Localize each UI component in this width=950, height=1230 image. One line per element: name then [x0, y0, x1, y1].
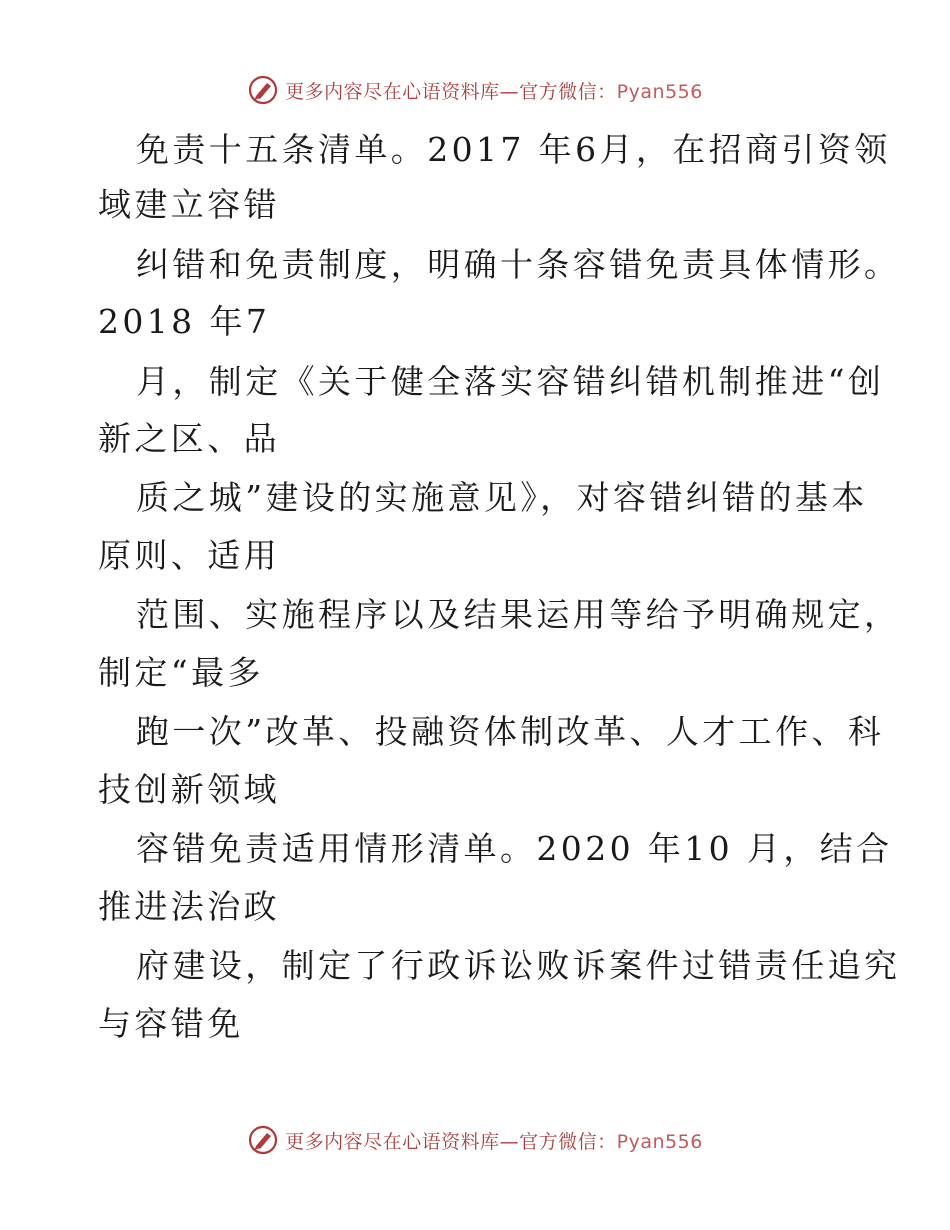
body-line: 2018 年7 [98, 302, 271, 341]
watermark-wechat-id: Pyan556 [616, 80, 703, 103]
body-line: 跑一次”改革、投融资体制改革、人才工作、科 [136, 712, 885, 751]
footer-watermark [0, 1120, 950, 1160]
body-line: 府建设，制定了行政诉讼败诉案件过错责任追究 [136, 946, 901, 985]
body-line: 原则、适用 [98, 536, 280, 575]
body-line: 月，制定《关于健全落实容错纠错机制推进“创 [136, 362, 885, 401]
body-line: 技创新领域 [98, 770, 280, 809]
watermark-text [285, 77, 703, 104]
body-line: 推进法治政 [98, 887, 280, 926]
watermark-cn: 更多内容尽在心语资料库—官方微信： [285, 80, 617, 103]
body-line: 质之城”建设的实施意见》，对容错纠错的基本 [136, 478, 868, 517]
seal-logo-icon [247, 74, 279, 106]
body-line: 纠错和免责制度，明确十条容错免责具体情形。 [136, 245, 901, 284]
body-line: 范围、实施程序以及结果运用等给予明确规定， [136, 595, 901, 634]
body-line: 新之区、品 [98, 419, 280, 458]
header-watermark [0, 70, 950, 110]
watermark-wechat-id: Pyan556 [616, 1130, 703, 1153]
body-line: 制定“最多 [98, 653, 264, 692]
watermark-cn: 更多内容尽在心语资料库—官方微信： [285, 1130, 617, 1153]
watermark-text [285, 1127, 703, 1154]
seal-logo-icon [247, 1124, 279, 1156]
body-line: 容错免责适用情形清单。2020 年10 月，结合 [136, 829, 893, 868]
body-line: 免责十五条清单。2017 年6月，在招商引资领 [136, 130, 891, 169]
body-line: 域建立容错 [98, 185, 280, 224]
body-line: 与容错免 [98, 1004, 244, 1043]
